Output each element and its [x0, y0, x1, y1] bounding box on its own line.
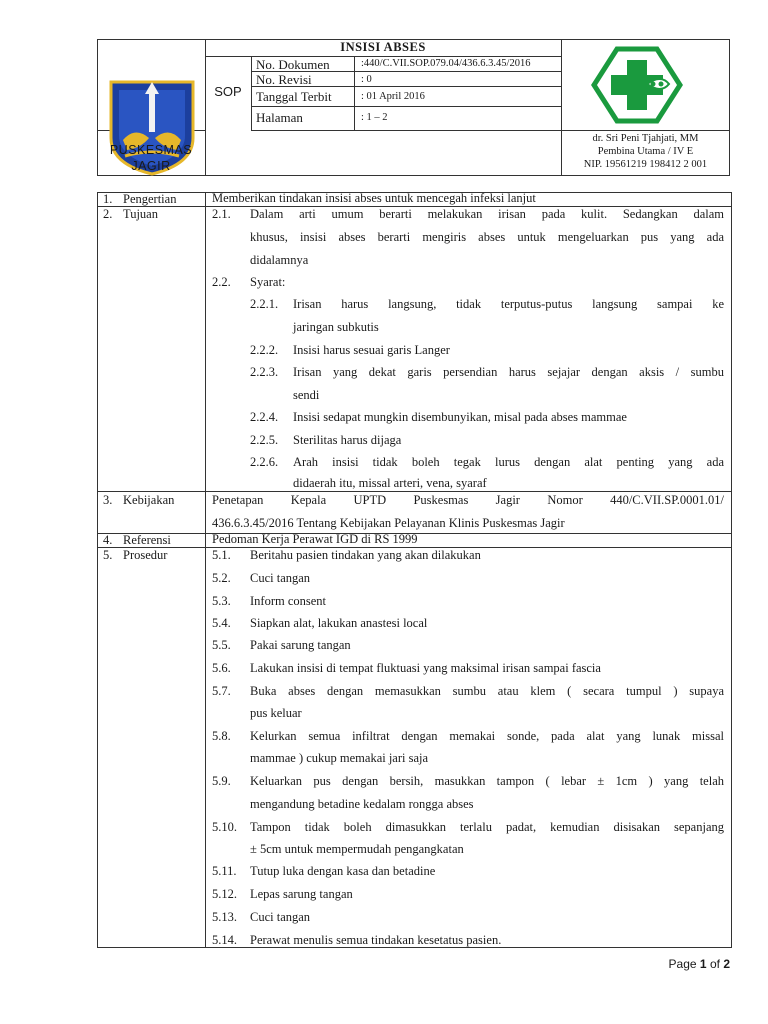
item-number: 2.2. — [212, 275, 231, 289]
step-text: Tutup luka dengan kasa dan betadine — [250, 864, 436, 878]
of-word: of — [709, 957, 720, 971]
item-text: khusus, insisi abses berarti mengiris abses untuk mengeluarkan pus yang ada — [250, 230, 724, 244]
section-text: Pedoman Kerja Perawat IGD di RS 1999 — [212, 532, 418, 546]
step-text: Pakai sarung tangan — [250, 638, 351, 652]
step-number: 5.8. — [212, 729, 231, 743]
step-number: 5.1. — [212, 548, 231, 562]
sub-item-text: Irisan yang dekat garis persendian harus sejajar dengan aksis / sumbu — [293, 365, 724, 379]
step-number: 5.2. — [212, 571, 231, 585]
section-label: Referensi — [123, 533, 171, 547]
step-text: Keluarkan pus dengan bersih, masukkan tampon ( lebar ± 1cm ) yang telah — [250, 774, 724, 788]
sub-item-number: 2.2.2. — [250, 343, 279, 357]
sub-item-text: Insisi harus sesuai garis Langer — [293, 343, 450, 357]
step-text: Lakukan insisi di tempat fluktuasi yang maksimal irisan sampai fascia — [250, 661, 601, 675]
step-text: Tampon tidak boleh dimasukkan terlalu padat, kemudian disisakan sepanjang — [250, 820, 724, 834]
section-number: 1. — [103, 192, 113, 206]
step-text: ± 5cm untuk mempermudah pengangkatan — [250, 842, 464, 856]
section-text: 436.6.3.45/2016 Tentang Kebijakan Pelayanan Klinis Puskesmas Jagir — [212, 516, 565, 530]
step-text: Kelurkan semua infiltrat dengan memakai sonde, pada alat yang lunak missal — [250, 729, 724, 743]
org-name — [97, 142, 205, 174]
sub-item-text: Arah insisi tidak boleh tegak lurus dengan alat penting yang ada — [293, 455, 724, 469]
page-total: 2 — [723, 957, 730, 971]
step-number: 5.9. — [212, 774, 231, 788]
step-text: mengandung betadine kedalam rongga abses — [250, 797, 474, 811]
item-text: didalamnya — [250, 253, 309, 267]
step-text: mammae ) cukup memakai jari saja — [250, 751, 429, 765]
meta-label-halaman: Halaman — [256, 110, 303, 125]
page-current: 1 — [699, 957, 707, 971]
sub-item-text: Sterilitas harus dijaga — [293, 433, 402, 447]
page-number — [669, 957, 730, 971]
step-text: Perawat menulis semua tindakan kesetatus pasien. — [250, 933, 502, 947]
sub-item-number: 2.2.3. — [250, 365, 279, 379]
step-text: Inform consent — [250, 594, 327, 608]
section-label: Tujuan — [123, 207, 158, 221]
step-number: 5.10. — [212, 820, 237, 834]
meta-label-revisi: No. Revisi — [256, 72, 312, 87]
sub-item-text: jaringan subkutis — [293, 320, 379, 334]
step-number: 5.14. — [212, 933, 237, 947]
step-number: 5.7. — [212, 684, 231, 698]
section-number: 3. — [103, 493, 113, 507]
step-number: 5.6. — [212, 661, 231, 675]
meta-value-tanggal: : 01 April 2016 — [361, 91, 425, 102]
sub-item-number: 2.2.1. — [250, 297, 279, 311]
step-number: 5.13. — [212, 910, 237, 924]
org-name-line2: JAGIR — [131, 159, 171, 173]
step-number: 5.3. — [212, 594, 231, 608]
item-text: Syarat: — [250, 275, 286, 289]
sub-item-text: didaerah itu, missal arteri, vena, syaraf — [293, 476, 487, 490]
item-text: Dalam arti umum berarti melakukan irisan pada kulit. Sedangkan dalam — [250, 207, 724, 221]
sub-item-number: 2.2.5. — [250, 433, 279, 447]
org-name-line1: PUSKESMAS — [109, 143, 193, 157]
step-number: 5.12. — [212, 887, 237, 901]
document-title: INSISI ABSES — [340, 40, 426, 54]
sub-item-text: Insisi sedapat mungkin disembunyikan, misal pada abses mammae — [293, 410, 627, 424]
meta-label-dokumen: No. Dokumen — [256, 57, 330, 72]
step-text: Lepas sarung tangan — [250, 887, 353, 901]
step-text: Buka abses dengan memasukkan sumbu atau klem ( secara tumpul ) supaya — [250, 684, 724, 698]
step-text: Cuci tangan — [250, 910, 311, 924]
section-number: 2. — [103, 207, 113, 221]
step-text: Cuci tangan — [250, 571, 311, 585]
signatory-name: dr. Sri Peni Tjahjati, MM — [592, 133, 699, 144]
section-text: Memberikan tindakan insisi abses untuk mencegah infeksi lanjut — [212, 191, 536, 205]
sub-item-text: sendi — [293, 388, 320, 402]
sop-label: SOP — [214, 84, 242, 99]
sub-item-number: 2.2.6. — [250, 455, 279, 469]
sub-item-text: Irisan harus langsung, tidak terputus-putus langsung sampai ke — [293, 297, 724, 311]
section-number: 4. — [103, 533, 113, 547]
step-text: Siapkan alat, lakukan anastesi local — [250, 616, 428, 630]
sub-item-number: 2.2.4. — [250, 410, 279, 424]
signatory-rank: Pembina Utama / IV E — [597, 146, 694, 157]
meta-value-dokumen: :440/C.VII.SOP.079.04/436.6.3.45/2016 — [361, 58, 531, 69]
signatory-nip: NIP. 19561219 198412 2 001 — [583, 159, 708, 170]
section-label: Prosedur — [123, 548, 168, 562]
meta-label-tanggal: Tanggal Terbit — [256, 89, 332, 104]
section-number: 5. — [103, 548, 113, 562]
page-word: Page — [668, 957, 697, 971]
meta-value-halaman: : 1 – 2 — [361, 112, 388, 123]
step-number: 5.4. — [212, 616, 231, 630]
section-text: Penetapan Kepala UPTD Puskesmas Jagir Nomor 440/C.VII.SP.0001.01/ — [212, 493, 724, 507]
item-number: 2.1. — [212, 207, 231, 221]
step-number: 5.5. — [212, 638, 231, 652]
puskesmas-cross-logo-icon — [587, 46, 687, 124]
step-number: 5.11. — [212, 864, 237, 878]
section-label: Pengertian — [123, 192, 177, 206]
step-text: pus keluar — [250, 706, 302, 720]
step-text: Beritahu pasien tindakan yang akan dilakukan — [250, 548, 481, 562]
meta-value-revisi: : 0 — [361, 74, 372, 85]
section-label: Kebijakan — [123, 493, 175, 507]
signatory-block — [561, 132, 730, 171]
